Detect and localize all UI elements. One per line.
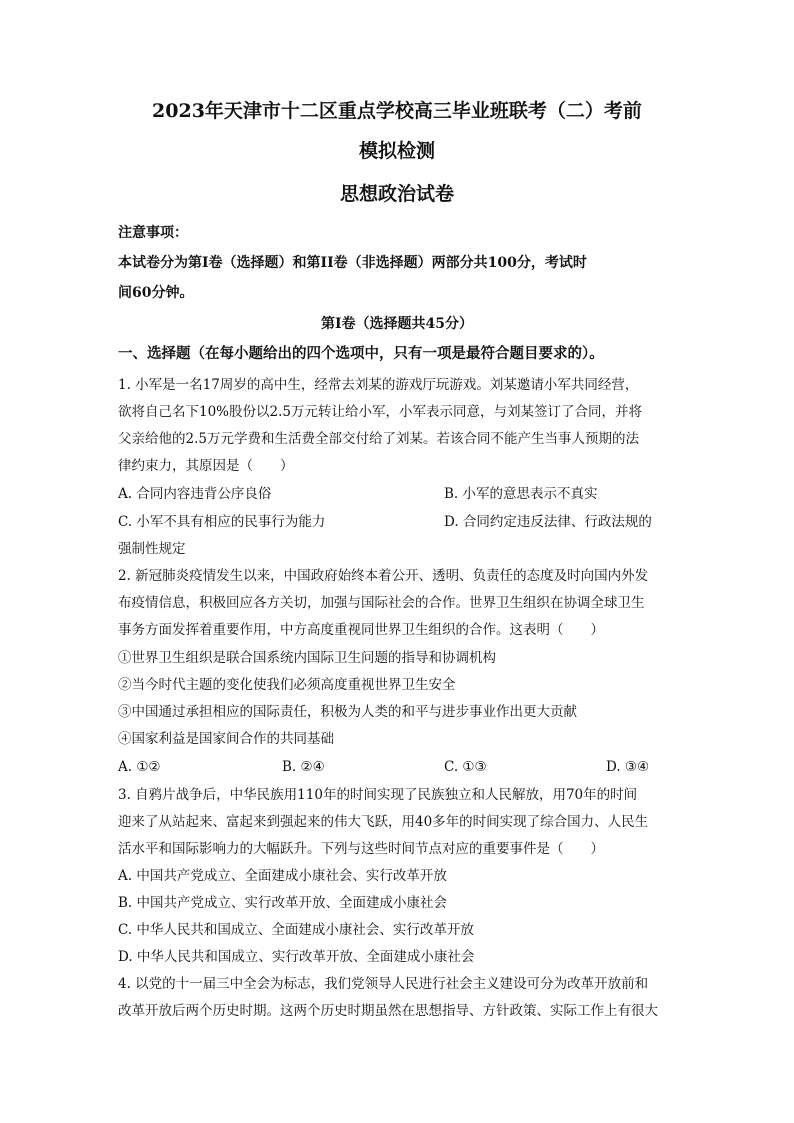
q1-option-d-continued: 强制性规定 — [118, 541, 186, 557]
q2-option-d: D. ③④ — [606, 759, 650, 775]
q1-option-d: D. 合同约定违反法律、行政法规的 — [444, 514, 652, 530]
q4-line: 4. 以党的十一届三中全会为标志，我们党领导人民进行社会主义建设可分为改革开放前和 — [118, 976, 649, 992]
q1-line: 欲将自己名下10%股份以2.5万元转让给小军，小军表示同意，与刘某签订了合同，并将 — [118, 404, 642, 420]
q2-option-c: C. ①③ — [444, 759, 487, 775]
section-instruction: 一、选择题（在每小题给出的四个选项中，只有一项是最符合题目要求的）。 — [118, 345, 604, 362]
notice-line2: 间60分钟。 — [118, 285, 194, 301]
q3-option-d: D. 中华人民共和国成立、实行改革开放、全面建成小康社会 — [118, 949, 475, 965]
q2-line: 布疫情信息，积极回应各方关切，加强与国际社会的合作。世界卫生组织在协调全球卫生 — [118, 595, 645, 611]
exam-subtitle: 思想政治试卷 — [339, 183, 454, 205]
q1-line: 父亲给他的2.5万元学费和生活费全部交付给了刘某。若该合同不能产生当事人预期的法 — [118, 431, 639, 447]
q3-line: 迎来了从站起来、富起来到强起来的伟大飞跃，用40多年的时间实现了综合国力、人民生 — [118, 814, 649, 830]
notice-line1: 本试卷分为第Ⅰ卷（选择题）和第II卷（非选择题）两部分共100分，考试时 — [118, 255, 587, 271]
q1-line: 1. 小军是一名17周岁的高中生，经常去刘某的游戏厅玩游戏。刘某邀请小军共同经营， — [118, 377, 639, 393]
q3-option-a: A. 中国共产党成立、全面建成小康社会、实行改革开放 — [118, 868, 447, 884]
q1-option-a: A. 合同内容违背公序良俗 — [118, 486, 272, 502]
q3-line: 活水平和国际影响力的大幅跃升。下列与这些时间节点对应的重要事件是（ ） — [118, 841, 604, 857]
q1-option-b: B. 小军的意思表示不真实 — [444, 486, 598, 502]
notice-label: 注意事项： — [118, 225, 188, 241]
q1-option-c: C. 小军不具有相应的民事行为能力 — [118, 514, 326, 530]
q2-statement: ①世界卫生组织是联合国系统内国际卫生问题的指导和协调机构 — [118, 650, 496, 666]
exam-title-line2: 模拟检测 — [358, 140, 435, 162]
q2-statement: ④国家利益是国家间合作的共同基础 — [118, 731, 334, 747]
q1-line: 律约束力，其原因是（ ） — [118, 458, 294, 474]
q2-option-a: A. ①② — [118, 759, 161, 775]
q3-option-b: B. 中国共产党成立、实行改革开放、全面建成小康社会 — [118, 895, 448, 911]
section-heading: 第Ⅰ卷（选择题共45分） — [320, 316, 474, 332]
q4-line: 改革开放后两个历史时期。这两个历史时期虽然在思想指导、方针政策、实际工作上有很大 — [118, 1003, 658, 1019]
q2-line: 2. 新冠肺炎疫情发生以来，中国政府始终本着公开、透明、负责任的态度及时向国内外发 — [118, 568, 649, 584]
q2-option-b: B. ②④ — [282, 759, 325, 775]
q3-line: 3. 自鸦片战争后，中华民族用110年的时间实现了民族独立和人民解放，用70年的时间 — [118, 787, 638, 803]
q3-option-c: C. 中华人民共和国成立、全面建成小康社会、实行改革开放 — [118, 922, 474, 938]
q2-statement: ②当今时代主题的变化使我们必须高度重视世界卫生安全 — [118, 677, 456, 693]
q2-line: 事务方面发挥着重要作用，中方高度重视同世界卫生组织的合作。这表明（ ） — [118, 622, 604, 638]
q2-statement: ③中国通过承担相应的国际责任，积极为人类的和平与进步事业作出更大贡献 — [118, 704, 577, 720]
exam-title-line1: 2023年天津市十二区重点学校高三毕业班联考（二）考前 — [152, 100, 642, 122]
